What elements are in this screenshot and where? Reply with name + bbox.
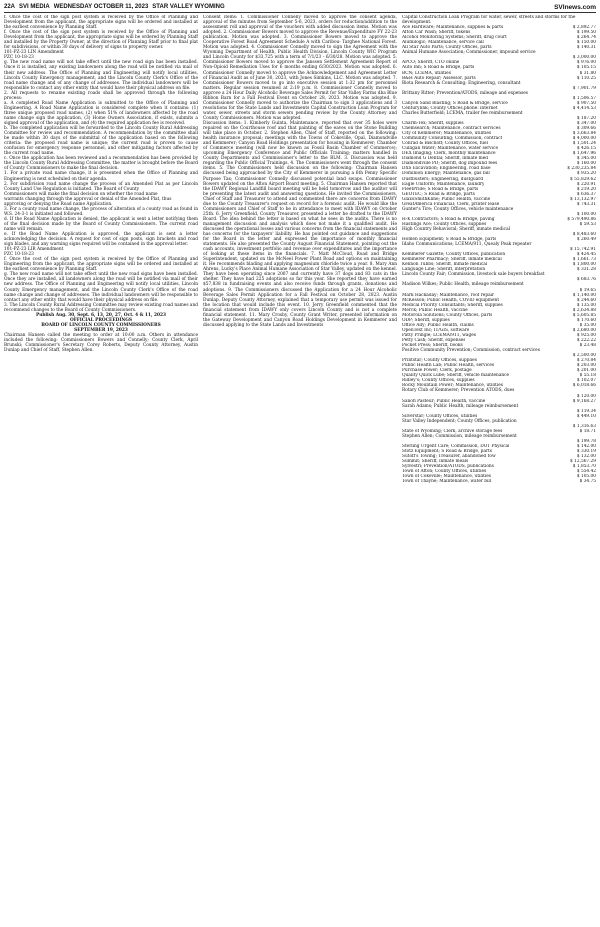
voucher-amount: $ 199.78 bbox=[576, 438, 596, 444]
voucher-payee: Sutoff's Towing; Treasurer, abandoned tow bbox=[402, 454, 496, 460]
voucher-payee: APCO; Sheriff, CTO online bbox=[402, 60, 460, 66]
voucher-amount: $ 2,892.77 bbox=[572, 25, 596, 31]
voucher-amount: $ 19.65 bbox=[579, 287, 596, 293]
publish-dates: Publish Aug. 30, Sept. 6, 13, 20, 27, Oct. 4 & 11, 2023 bbox=[36, 312, 166, 318]
voucher-payee: Rocky Mountain Power; Maintenance, utilities bbox=[402, 383, 503, 389]
voucher-amount: $ 1,506.57 bbox=[572, 95, 596, 101]
voucher-amount: $ 1,501.24 bbox=[572, 141, 596, 147]
voucher-payee: Town of Afton; County Offices, utilities bbox=[402, 469, 487, 475]
voucher-amount: $ 55.18 bbox=[579, 373, 596, 379]
voucher-payee: Hastings Ace; County Offices, supplies bbox=[402, 221, 487, 227]
meeting-intro: Chairman Hansen called the meeting to order at 10:00 a.m. Others in attendance included the following: Commissioners Bowers and Connelly; County Clerk, April Brunski; Commissioner's Secretary Corey Roberts, Deputy County Attorney, Austin Dunlap and Chief of Staff, Stephen Allen. bbox=[4, 332, 198, 354]
voucher-description: Animal Humane Association; Commissioner, impound service bbox=[402, 50, 536, 56]
voucher-payee: Medical Priority Consultants; Sheriff, supplies bbox=[402, 302, 503, 308]
voucher-amount: $ 31.80 bbox=[579, 70, 596, 76]
voucher-payee: Quality Quick Lube; Sheriff, vehicle maintenance bbox=[402, 373, 510, 379]
voucher-payee: Charm-Tex; Sheriff, supplies bbox=[402, 120, 464, 126]
notice-paragraph: 101-PZ-23 LIR Amendment bbox=[4, 247, 64, 253]
notice-paragraph: f. Once the cost of the sign post system is received by the Office of Planning and Development from the applicant, the appropriate signs will be ordered by Planning Staff and installed by the Property Owner, at the direction of Planning Staff prior to final plat for subdivisions, or within 30 days of delivery of signs to property owner. bbox=[4, 30, 198, 51]
voucher-payee: Kennon Tubbs; Sheriff, Inmate medical bbox=[402, 262, 488, 268]
page-columns bbox=[4, 15, 596, 924]
voucher-payee: Patty Pringle; LCEMA/911, wages bbox=[402, 332, 476, 338]
voucher-payee: Diamondville PD; Sheriff, dog impound fees bbox=[402, 161, 498, 167]
voucher-payee: Summit; Sheriff, inmate meals bbox=[402, 459, 469, 465]
voucher-payee: Printstar; County Offices, supplies bbox=[402, 358, 477, 364]
voucher-amount: $ 743.31 bbox=[576, 201, 596, 207]
voucher-amount: $ 142.00 bbox=[576, 443, 596, 449]
voucher-payee: Sylvestri; Prevention/ATODS, publications bbox=[402, 464, 494, 470]
notice-paragraph: approving or denying the Road name Application. bbox=[4, 201, 113, 207]
voucher-payee: Motorola Solutions; County Offices, parts bbox=[402, 312, 493, 318]
voucher-amount: $ 3,000.00 bbox=[572, 55, 596, 61]
voucher-amount: $ 2,634.88 bbox=[572, 307, 596, 313]
masthead bbox=[4, 2, 596, 13]
voucher-payee: Purchase Power; Clerk, postage bbox=[402, 368, 472, 374]
voucher-payee: H-K Contractors; S Road & Bridge, paving bbox=[402, 216, 495, 222]
voucher-amount: $ 230,235.84 bbox=[567, 166, 596, 172]
column-proceedings bbox=[203, 15, 397, 924]
voucher-amount: $ 449.10 bbox=[576, 413, 596, 419]
voucher-amount: $ 100.00 bbox=[576, 211, 596, 217]
voucher-amount: $ 4,000.00 bbox=[572, 136, 596, 142]
voucher-payee: Brittany Ritter; Prevention/ATODS, mileage and expenses bbox=[402, 90, 529, 96]
voucher-amount: $ 203.00 bbox=[576, 363, 596, 369]
voucher-payee: ODP; Sheriff, supplies bbox=[402, 317, 450, 323]
paper-name: STAR VALLEY WYOMING bbox=[152, 4, 225, 10]
page-number: 22A bbox=[4, 4, 16, 10]
voucher-payee: Silverstar; County Offices, utilities bbox=[402, 413, 478, 419]
voucher-payee: Petty Cash; Sheriff, expenses bbox=[402, 338, 466, 343]
voucher-amount: $ 110.25 bbox=[576, 75, 596, 81]
voucher-amount: $ 935.20 bbox=[576, 171, 596, 177]
voucher-payee: Eagle Uniform; Maintenance, laundry bbox=[402, 181, 485, 187]
voucher-amount: $ 3,663.84 bbox=[572, 131, 596, 137]
voucher-payee: Canyon Sand Blasting; S Road & Bridge, service bbox=[402, 100, 508, 106]
voucher-payee: Auto Inn; S Road & Bridge, parts bbox=[402, 65, 475, 71]
voucher-payee: Language Line; Sheriff, interpretation bbox=[402, 267, 486, 273]
notice-paragraph: warrants changing through the approval or denial of the Amended Plat, thus bbox=[4, 196, 172, 202]
voucher-payee: Town of Cokeville; Maintenance, utilities bbox=[402, 474, 492, 480]
voucher-amount: $ 160.00 bbox=[576, 161, 596, 167]
voucher-amount: $ 105.00 bbox=[576, 474, 596, 480]
section-name: SVI MEDIA bbox=[19, 4, 50, 10]
voucher-amount: $ 976.00 bbox=[576, 60, 596, 66]
voucher-payee: GreatAmerica Financial; Clerk, printer lease bbox=[402, 201, 500, 207]
voucher-payee: B&H Auto Repair; Assessor, parts bbox=[402, 75, 476, 81]
voucher-amount: $ 1,316.63 bbox=[572, 423, 596, 429]
voucher-amount: $ 199.50 bbox=[576, 30, 596, 36]
voucher-amount: $ 264.74 bbox=[576, 35, 596, 41]
voucher-amount: $ 219.20 bbox=[576, 186, 596, 192]
voucher-description: Charles Butterfield; LCEMA, trailer fee reimbursement bbox=[402, 110, 523, 116]
voucher-payee: Kemmerer Gazette; County Offices, publication bbox=[402, 252, 506, 258]
voucher-amount: $ 170.60 bbox=[576, 317, 596, 323]
voucher-description: Idaho Communications; LCEMA/911, Quealy Peak repeater bbox=[402, 242, 532, 248]
voucher-amount: $ 6,018.66 bbox=[572, 383, 596, 389]
voucher-amount: $ 9,168.27 bbox=[572, 398, 596, 404]
voucher-payee: Madison Wilkes; Public Health, mileage reimbursement bbox=[402, 282, 524, 288]
notice-paragraph: 2. For subdivision road name change the process of an Amended Plat as per Lincoln County Land Use Regulation is initiated. The Board of County bbox=[4, 181, 198, 192]
voucher-amount: $ 150.00 bbox=[576, 40, 596, 46]
notice-paragraph: PZC 10-18-23 bbox=[4, 252, 34, 258]
voucher-amount: $ 34.75 bbox=[579, 479, 596, 485]
voucher-amount: $ 8,483.60 bbox=[572, 232, 596, 238]
voucher-payee: Office Ally; Public Health, claims bbox=[402, 322, 474, 328]
site-url[interactable]: SVInews.com bbox=[554, 3, 596, 11]
voucher-amount: $ 330.19 bbox=[576, 449, 596, 455]
voucher-payee: Public Health Lab; Public Health, services bbox=[402, 363, 495, 369]
voucher-payee: Mark Hackaday; Maintenance, roof repair bbox=[402, 292, 495, 298]
voucher-amount: $ 1,647.96 bbox=[572, 151, 596, 157]
voucher-payee: DEX Imaging; Clerk, monthly maintenance bbox=[402, 151, 496, 157]
voucher-amount: $ 579,490.86 bbox=[567, 216, 596, 222]
notice-paragraph: PZC 10-18-23 bbox=[4, 55, 34, 61]
voucher-amount: $ 23.48 bbox=[579, 343, 596, 349]
voucher-amount: $ 201.00 bbox=[576, 368, 596, 374]
voucher-payee: Chemsearch; Maintenance, contract services bbox=[402, 126, 501, 132]
voucher-amount: $ 331.28 bbox=[576, 267, 596, 273]
voucher-amount: $ 120.00 bbox=[576, 393, 596, 399]
voucher-amount: $ 1,853.70 bbox=[572, 464, 596, 470]
voucher-amount: $ 426.15 bbox=[576, 146, 596, 152]
voucher-amount: $ 347.00 bbox=[576, 120, 596, 126]
voucher-payee: State of Wyoming; Clerk, archive storage fees bbox=[402, 428, 503, 434]
voucher-row bbox=[402, 479, 596, 484]
voucher-description: Lincoln County Fair; Commission, livestock sale buyers breakfast bbox=[402, 272, 545, 278]
voucher-amount: $ 55,829.62 bbox=[570, 176, 596, 182]
voucher-description: Capital Construction Loan Program for water, sewer, streets and storms for the development. bbox=[402, 15, 576, 26]
notice-paragraph: 2. All requests to rename existing roads shall be approved through the following process: bbox=[4, 90, 198, 101]
voucher-payee: Dominion Energy; Maintenance, gas bill bbox=[402, 171, 490, 177]
voucher-payee: FleetPride; S Road & Bridge, parts bbox=[402, 186, 479, 192]
proceedings-heading: OFFICIAL PROCEEDINGS bbox=[69, 317, 133, 323]
voucher-description: Positive Community Prevention; Commission, contract services bbox=[402, 348, 540, 354]
voucher-amount: $ 222.22 bbox=[576, 338, 596, 343]
notice-paragraph: f. Once the cost of the sign post system is received by the Office of Planning and Development from the applicant, the appropriate signs will be ordered and installed at the earliest convenience by Planning Staff. bbox=[4, 15, 198, 31]
voucher-payee: Homen Equipment; S Road & Bridge, parts bbox=[402, 237, 497, 243]
voucher-payee: Town of Thayne; Maintenance, water bill bbox=[402, 479, 492, 485]
voucher-description: Biota Research & Consulting; Engineering, consultant bbox=[402, 80, 521, 86]
voucher-amount: $ 18.71 bbox=[579, 428, 596, 434]
voucher-description: Gunter's Tire; County Offices, vehicle maintenance bbox=[402, 206, 514, 212]
voucher-payee: Culligan Water; Maintenance, water service bbox=[402, 146, 498, 152]
voucher-description: Star Valley Independent; County Offices, publication bbox=[402, 418, 517, 424]
voucher-payee: Conrad & Bischoff; County Offices, fuel bbox=[402, 141, 488, 147]
proceedings-paragraph: Consent items: 1. Commissioner Connelly moved to approve the consent agenda, approval of the minutes from September 5-6, 2023, orders for reduction/addition to the assessment roll and approval of the vouchers with added discussion items. Motion was adopted. 2. Commissioner Bowers moved to approve the Revenue/Expenditure FY 22-23 publication. Motion was adopted. 3. Commissioner Bowers moved to approve the Cooperative Forest Road Agreement Schedule A with Caribou- Targhee National Forest. Motion was adopted. 4. Commissioner Connelly moved to sign the Agreement with the Wyoming Department of Health, Public Health Division, Lincoln County WIC Program and Lincoln County for $33,725 with a term of 7/1/23 - 6/30/28. Motion was adopted. 5. Commissioner Bowers moved to approve the Janssen Settlement Agreement Report of Non-Opioid Remediation Uses for 6 months ending 6/30/2023. Motion was adopted. 6. Commissioner Connelly moved to approve the Acknowledgement and Agreement Letter of Financial Audit as of June 30, 2023, with Jones Simkins, LLC. Motion was adopted. 7. Commissioner Bowers moved to go into executive session at 1:32 pm for personnel matters. Regular session resumed at 2:19 p.m. 8. Commissioner Connelly moved to approve a 24 Hour Daily Alcoholic Beverage Sales Permit for Star Valley Farms dba Blue Ribbon Barn for a Fall Festival Event on October 28, 2023. Motion was adopted. 9. Commissioner Connelly moved to authorize the Chairman to sign 3 applications and 3 resolutions for the State Lands and Investments Capital Construction Loan Program for water, sewer, streets and storm sewers pending review by the County Attorney and County Commissioners. Motion was adopted. bbox=[203, 15, 397, 121]
notice-paragraph: Commissioners will make the final decision on whether the road name bbox=[4, 191, 158, 197]
voucher-payee: GlaxoSmithKline; Public Health, vaccine bbox=[402, 196, 491, 202]
voucher-amount: $ 925.00 bbox=[576, 332, 596, 338]
voucher-payee: McKesson; Public Health, COVID equipment bbox=[402, 297, 500, 303]
voucher-payee: OpenText Inc; IT/GIS, software bbox=[402, 327, 470, 333]
voucher-amount: $ 220.91 bbox=[576, 181, 596, 187]
voucher-amount: $ 5,605.85 bbox=[572, 312, 596, 318]
voucher-amount: $ 270.84 bbox=[576, 358, 596, 364]
voucher-amount: $ 119.34 bbox=[576, 408, 596, 414]
voucher-amount: $ 135.00 bbox=[576, 302, 596, 308]
voucher-payee: All Star Auto Parts; County Offices, parts bbox=[402, 45, 492, 51]
voucher-payee: Stotz Equipment; S Road & Bridge, parts bbox=[402, 449, 492, 455]
voucher-amount: $ 1,140.00 bbox=[572, 292, 596, 298]
voucher-amount: $ 309.66 bbox=[576, 126, 596, 132]
voucher-amount: $ 7,901.79 bbox=[572, 85, 596, 91]
voucher-amount: $ 59.53 bbox=[579, 221, 596, 227]
notice-paragraph: 101-PZ-23 LIN Amendment bbox=[4, 50, 64, 56]
voucher-amount: $ 244.60 bbox=[576, 297, 596, 303]
voucher-amount: $ 907.50 bbox=[576, 100, 596, 106]
voucher-description: Rotary Club of Kemmerer; Prevention ATODS, dues bbox=[402, 388, 515, 394]
voucher-payee: DXS Excavation; Engineering, road base bbox=[402, 166, 491, 172]
voucher-amount: $ 345.00 bbox=[576, 156, 596, 162]
voucher-payee: Sterling Urgent Care; Commission, DOT Physical bbox=[402, 443, 510, 449]
voucher-payee: Sanofi Pasteur; Public Health, vaccine bbox=[402, 398, 486, 404]
voucher-payee: Ridley's; County Offices, supplies bbox=[402, 378, 475, 384]
notice-paragraph: 3. The Lincoln County Rural Addressing Committee may review existing road names and recommend changes to the Board of County Commissioners. bbox=[4, 302, 198, 313]
voucher-payee: Ace Hardware; Maintenance, supplies & parts bbox=[402, 25, 504, 31]
notice-paragraph: d. If the Road Name Application is denied, the applicant is sent a letter notifying them of the final decision made by the Board of County Commissioners. The current road name will remain. bbox=[4, 216, 198, 232]
notice-paragraph: 3. For a county road name change, the process of alteration of a county road as found in W.S. 24-3-1 is initiated and followed. bbox=[4, 206, 198, 217]
masthead-left bbox=[4, 4, 229, 10]
voucher-description: Stephen Allen; Commission, mileage reimbursement bbox=[402, 433, 517, 439]
voucher-amount: $ 260.49 bbox=[576, 237, 596, 243]
voucher-amount: $ 140.31 bbox=[576, 45, 596, 51]
notice-paragraph: g. The new road name will not take effect until the new road signs have been installed. Once they are installed, all landowners along the road will be notified via mail of their new address. The Office of Planning and Engineering will notify local utilities, Lincoln County Emergency management, and the Lincoln County Clerk's Office of the road name change and change of addresses. The individual landowners will be responsible to contact any other entity that would have their physical address on file. bbox=[4, 272, 198, 303]
voucher-payee: Kemmerer Pharmacy; Sheriff, inmate medical bbox=[402, 257, 502, 263]
voucher-payee: Diamond G Dental; Sheriff, inmate med bbox=[402, 156, 489, 162]
voucher-amount: $ 2,500.00 bbox=[572, 353, 596, 359]
issue-date: WEDNESDAY OCTOBER 11, 2023 bbox=[53, 4, 149, 10]
proceedings-heading: SEPTEMBER 19, 2023 bbox=[74, 327, 128, 333]
voucher-amount: $ 2,680.00 bbox=[572, 327, 596, 333]
notice-paragraph: f. Once the cost of the sign post system is received by the Office of Planning and Engineering from the applicant, the appropriate signs will be ordered and installed at the earliest convenience by Planning Staff. bbox=[4, 257, 198, 273]
voucher-amount: $ 187.20 bbox=[576, 115, 596, 121]
voucher-payee: Community Consulting; Commission, contract bbox=[402, 136, 503, 142]
voucher-amount: $ 1,800.00 bbox=[572, 262, 596, 268]
voucher-payee: Dustbusters; Engineering, dustguard bbox=[402, 176, 484, 182]
voucher-amount: $ 554.42 bbox=[576, 469, 596, 475]
voucher-payee: Alcohol Monitoring Systems; Sheriff, drug court bbox=[402, 35, 507, 41]
voucher-payee: BCN; LCEMA, utilities bbox=[402, 70, 451, 76]
notice-paragraph: c. Once the application has been reviewed and a recommendation has been provided by the Lincoln County Rural Addressing Committee, the matter is brought before the Board of County Commissioners to make the final decision. bbox=[4, 156, 198, 172]
voucher-payee: Pocket Press; Sheriff, books bbox=[402, 343, 463, 349]
voucher-amount: $ 105.15 bbox=[576, 65, 596, 71]
voucher-payee: GEOTEC; S Road & Bridge, parts bbox=[402, 191, 475, 197]
voucher-payee: Afton Car Wash; Sheriff, tokens bbox=[402, 30, 471, 36]
notice-paragraph: g. The new road name will not take effect until the new road sign has been installed. Once it is installed, any existing landowners along the road will be notified via mail of their new address. The Office of Planning and Engineering will notify local utilities, Lincoln County Emergency management, and the Lincoln County Clerk's Office of the road name change and of any change of addresses. The individual landowners will be responsible to contact any other entity that would have their physical address on file. bbox=[4, 60, 198, 91]
voucher-amount: $ 102.07 bbox=[576, 378, 596, 384]
notice-paragraph: b. The completed application will be forwarded to the Lincoln County Rural Addressing Committee for review and recommendation. A recommendation by the committee shall be made within 30 days of the submittal of the application based on the following criteria: the proposed road name is unique; the current road is proven to cause confusion for emergency response personnel, and other mitigating factors affected by the current road name. bbox=[4, 126, 198, 157]
proceedings-paragraph: Discussion items: 1. Kimberly Guinta, Maintenance, reported that over 35 holes were repaired on the Courthouse roof and that painting of the eaves on the Stone Building will take place in October. 2. Stephen Allen, Chief of Staff, reported on the following: health insurance proposal; meetings with the Towns of Cokeville, Opal, Diamondville and Kemmerer; Canyon Road Holdings presentation for housing in Kemmerer; Chamber of Commerce meeting (will now be known as Fossil Basin Chamber of Commerce); upcoming Emergency Conference and Public Officials Training; matters handled in County Departments and Commissioner's letter to the BLM. 3. Discussion was held regarding the Public Official Trainings. 4. The Commissioners went through the consent items. 5. The Commissioners held discussion on the following: Chairman Hansen discussed being approached by the City of Kemmerer in pursuing a 6th Penny Specific Purpose Tax; Commissioner Connelly discussed potential land swaps. Commissioner Bowers updated on the Afton Airport Board meeting. 5. Chairman Hansen reported that the IDAWY Regional Landfill board meeting will be held tomorrow and the auditor will be presenting the latest audit and answering questions. He invited the Commissioners, Chief of Staff and Treasurer to attend and commented there are concerns from IDAWY due to the County Treasurer's request on record for a forensic audit. He would like the Commissioners and Chief of Staff to be in attendance to meet with IDAWY on October 25th. 6. Jerry Greenfield, County Treasurer, presented a letter he drafted to the IDAWY Board. The idea behind the letter is based on what he sees in the audits. There is no management discussion and analysis which does not make it a qualified audit. He discussed the operational losses and various concerns from the financial statements and has concerns for the taxpayers' liability. He has pointed out guidance and suggestions for the Board in the letter and expressed the importance of monthly financial statements. He also presented the County August Financial Statement, pointing out the cash accounts, investment portfolio and revenue over expenditures and the importance of looking at these items in the financials. 7. Matt McCloud, Road and Bridge Superintendent, updated on the McNeel Power Plant Road and options on maintaining it. He recommends blading and applying magnesium chloride twice a year. 8. Mary Ann Ahrens, Lucky's Place Animal Humane Association of Star Valley, updated on the kennel. They have been operating since 2007 and currently have 37 dogs and 83 cats in the shelter. They have had 225 adoptions so far this year. She reported they have earned $57,838 in fundraising events and also receive funds through grants, donations and adoptions. 9. The Commissioners discussed the Application for a 24 Hour Alcoholic Beverage Sales Permit Application for a Fall Festival on October 28, 2023. Austin Dunlap, Deputy County Attorney, explained that a temporary use permit was issued for the location that would include this event. 10. Jerry Greenfield commented that the financial statement from IDAWY only covers Lincoln County and is not a complete financial statement. 11. Mary Crosby, County Grant Writer, presented information on the Gateway Development and Canyon Road Holdings Development in Kemmerer and discussed applying to the State Lands and Investments bbox=[203, 120, 397, 328]
voucher-amount: $ 636.37 bbox=[576, 191, 596, 197]
column-vouchers bbox=[402, 15, 596, 924]
voucher-amount: $ 4,414.53 bbox=[572, 105, 596, 111]
voucher-description: High Country Behavioral; Sheriff, inmate medical bbox=[402, 226, 511, 232]
proceedings-heading: BOARD OF LINCOLN COUNTY COMMISSIONERS bbox=[41, 322, 161, 328]
column-legal-notice bbox=[4, 15, 198, 924]
voucher-amount: $ 13,132.97 bbox=[570, 196, 596, 202]
voucher-amount: $ 1,661.73 bbox=[572, 257, 596, 263]
voucher-amount: $ 132.00 bbox=[576, 454, 596, 460]
voucher-payee: Merck; Public Health, vaccine bbox=[402, 307, 468, 313]
voucher-amount: $ 12,567.29 bbox=[570, 459, 596, 465]
voucher-payee: Alumilogic; Maintenance, service call bbox=[402, 40, 484, 46]
notice-paragraph: e. If the Road Name Application is approved, the applicant is sent a letter acknowledging the decision. A request for cost of sign posts, sign brackets and road sign blades, and any warning signs required will be contained in the approval letter. bbox=[4, 232, 198, 248]
voucher-payee: City of Kemmerer; Maintenance, utilities bbox=[402, 131, 492, 137]
voucher-amount: $ 683.76 bbox=[576, 277, 596, 283]
voucher-amount: $ 15,742.91 bbox=[570, 247, 596, 253]
notice-paragraph: 1. For a private road name change, it is presented when the Office of Planning and Engineering is next scheduled on their agenda. bbox=[4, 171, 198, 182]
voucher-amount: $ 35.00 bbox=[579, 322, 596, 328]
notice-paragraph: a. A completed Road Name Application is submitted to the Office of Planning and Engineering. A Road Name Application is considered complete when it contains: (1) three unique proposed road names, (2) when 51% of landowners affected by the road name change sign the application, (3) Home Owners Association, if exists, submits a signed approval of the application, and (4) the required application fee is received. bbox=[4, 100, 198, 126]
voucher-payee: Centurylink; County Offices,phone. internet bbox=[402, 105, 498, 111]
voucher-amount: $ 424.45 bbox=[576, 252, 596, 258]
voucher-description: Sarah Adams; Public Health, mileage reimbursement bbox=[402, 403, 519, 409]
